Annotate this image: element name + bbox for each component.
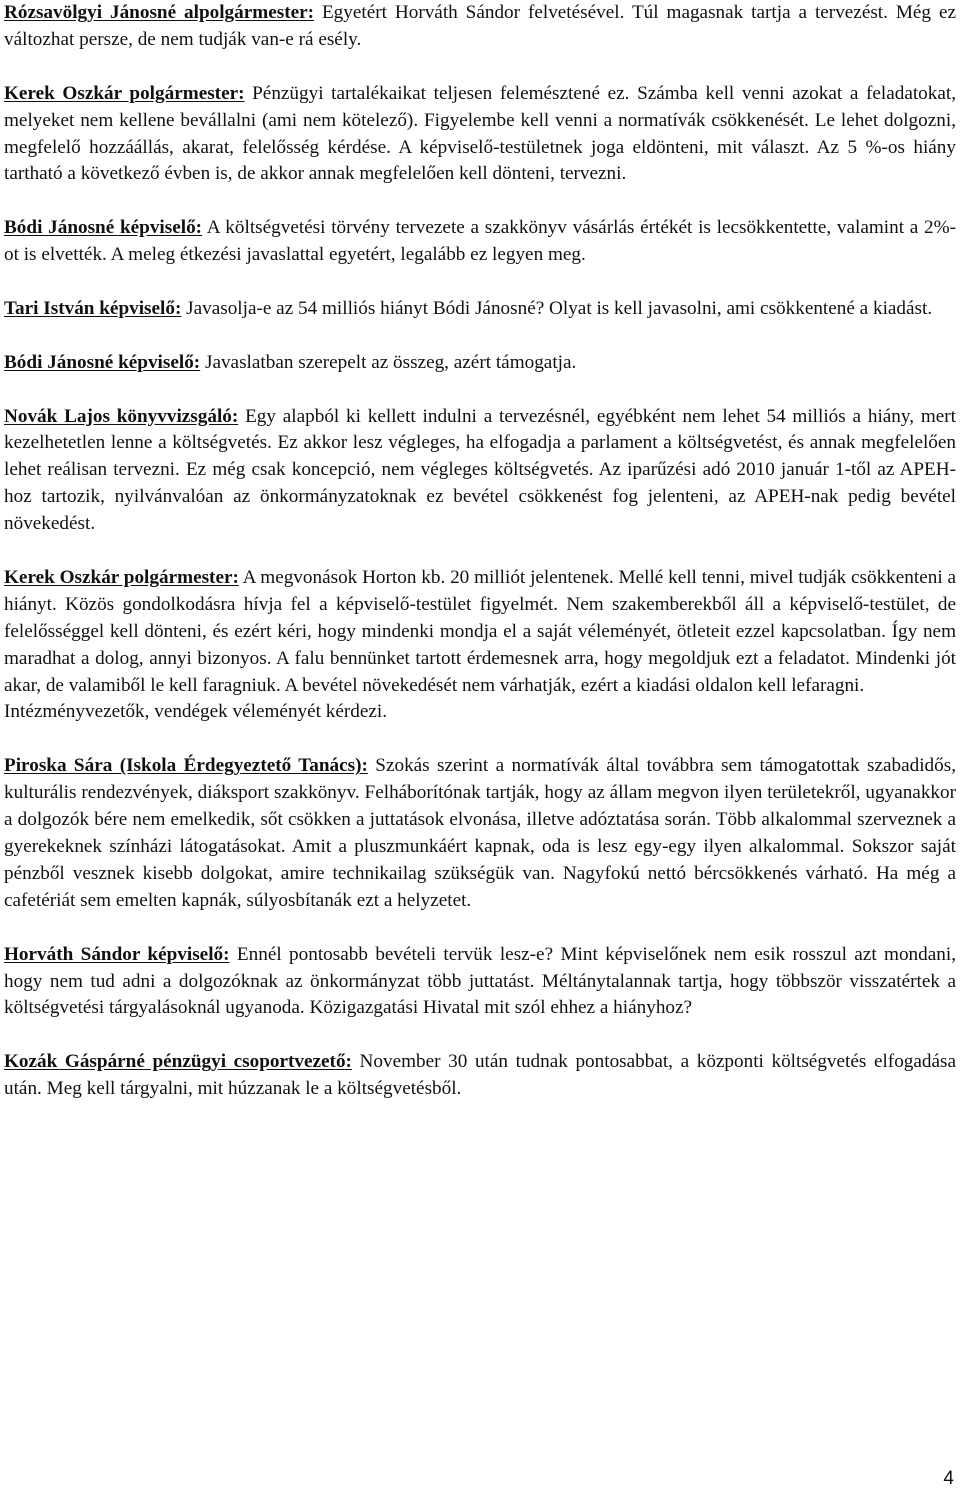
paragraph-kerek-2 — [4, 565, 956, 726]
paragraph-rozsavolgyi — [4, 0, 956, 54]
paragraph-text: A költségvetési törvény tervezete a szakkönyv vásárlás értékét is lecsökkentette, valamint a 2%-ot is elvették. A meleg étkezési javaslattal egyetért, legalább ez legyen meg. — [4, 217, 956, 266]
paragraph-extra-line: Intézményvezetők, vendégek véleményét kérdezi. — [4, 701, 388, 723]
paragraph-novak — [4, 404, 956, 539]
paragraph-text: Egy alapból ki kellett indulni a tervezésnél, egyébként nem lehet 54 milliós a hiány, mert kezelhetetlen lenne a költségvetés. Ez akkor lesz végleges, ha elfogadja a parlament a költségvetést, és annak megfelelően lehet reálisan tervezni. Ez még csak koncepció, nem végleges költségvetés. Az iparűzési adó 2010 január 1-től az APEH-hoz tartozik, nyilvánvalóan az önkormányzatoknak ez bevétel csökkenést fog jelenteni, az APEH-nak pedig bevétel növekedést. — [4, 405, 956, 535]
paragraph-text: Javasolja-e az 54 milliós hiányt Bódi Jánosné? Olyat is kell javasolni, ami csökkentené a kiadást. — [181, 297, 933, 319]
speaker-name: Kerek Oszkár polgármester: — [4, 82, 245, 104]
speaker-name: Novák Lajos könyvvizsgáló: — [4, 405, 239, 427]
paragraph-text: A megvonások Horton kb. 20 milliót jelentenek. Mellé kell tenni, mivel tudják csökkenteni a hiányt. Közös gondolkodásra hívja fel a képviselő-testület figyelmét. Nem szakemberekből áll a képviselő-testület, de felelősséggel kell dönteni, és ezért kéri, hogy mindenki mondja el a saját véleményét, ötleteit ezzel kapcsolatban. Így nem maradhat a dolog, annyi bizonyos. A falu bennünket tartott érdemesnek arra, hogy megoldjuk ezt a feladatot. Mindenki jót akar, de valamiből le kell faragniuk. A bevétel növekedését nem várhatják, ezért a kiadási oldalon kell lefaragni. — [4, 566, 957, 696]
speaker-name: Bódi Jánosné képviselő: — [4, 351, 201, 373]
speaker-name: Horváth Sándor képviselő: — [4, 943, 230, 965]
paragraph-text: Szokás szerint a normatívák által továbbra sem támogatottak szabadidős, kulturális rendezvények, diáksport szakkönyv. Felháborítónak tartják, hogy az állam megvon ilyen területekről, ugyanakkor a dolgozók bére nem emelkedik, sőt csökken a juttatások elvonása, illetve adóztatása során. Több alkalommal szerveznek a gyerekeknek színházi látogatásokat. Amit a pluszmunkáért kapnak, oda is lesz egy-egy ilyen alkalommal. Sokszor saját pénzből vesznek kisebb dolgokat, amire technikailag szükségük van. Nagyfokú nettó bércsökkenés várható. Ha még a cafetériát sem emelten kapnák, súlyosbítanák ezt a helyzetet. — [4, 755, 957, 911]
paragraph-kozak — [4, 1049, 956, 1103]
paragraph-tari — [4, 296, 956, 323]
paragraph-text: November 30 után tudnak pontosabbat, a központi költségvetés elfogadása után. Meg kell tárgyalni, mit húzzanak le a költségvetésből. — [4, 1051, 956, 1100]
document-page — [4, 0, 956, 1130]
speaker-name: Piroska Sára (Iskola Érdegyeztető Tanács): — [4, 755, 368, 777]
page-number: 4 — [943, 1468, 954, 1489]
paragraph-text: Pénzügyi tartalékaikat teljesen felemésztené ez. Számba kell venni azokat a feladatokat, melyeket nem kellene bevállalni (ami nem kötelező). Figyelembe kell venni a normatívák csökkenését. Le lehet dolgozni, megfelelő hozzáállás, akarat, felelősség kérdése. A képviselő-testületnek joga eldönteni, mit választ. Az 5 %-os hiány tartható a következő évben is, de akkor annak megfelelően kell dönteni, tervezni. — [4, 82, 957, 185]
paragraph-bodi-2 — [4, 350, 956, 377]
speaker-name: Kerek Oszkár polgármester: — [4, 566, 239, 588]
speaker-name: Tari István képviselő: — [4, 297, 182, 319]
speaker-name: Kozák Gáspárné pénzügyi csoportvezető: — [4, 1051, 352, 1073]
speaker-name: Rózsavölgyi Jánosné alpolgármester: — [4, 2, 315, 23]
paragraph-kerek-1 — [4, 81, 956, 189]
paragraph-bodi-1 — [4, 215, 956, 269]
paragraph-horvath — [4, 942, 956, 1023]
paragraph-text: Javaslatban szerepelt az összeg, azért támogatja. — [200, 351, 577, 373]
paragraph-text: Ennél pontosabb bevételi tervük lesz-e? Mint képviselőnek nem esik rosszul azt mondani, hogy nem tud adni a dolgozóknak az önkormányzat több juttatást. Méltánytalannak tartja, hogy többször visszatértek a költségvetési tárgyalásoknál ugyanoda. Közigazgatási Hivatal mit szól ehhez a hiányhoz? — [4, 943, 956, 1019]
paragraph-text: Egyetért Horváth Sándor felvetésével. Túl magasnak tartja a tervezést. Még ez változhat persze, de nem tudják van-e rá esély. — [4, 2, 956, 50]
paragraph-piroska — [4, 753, 956, 914]
speaker-name: Bódi Jánosné képviselő: — [4, 217, 203, 239]
